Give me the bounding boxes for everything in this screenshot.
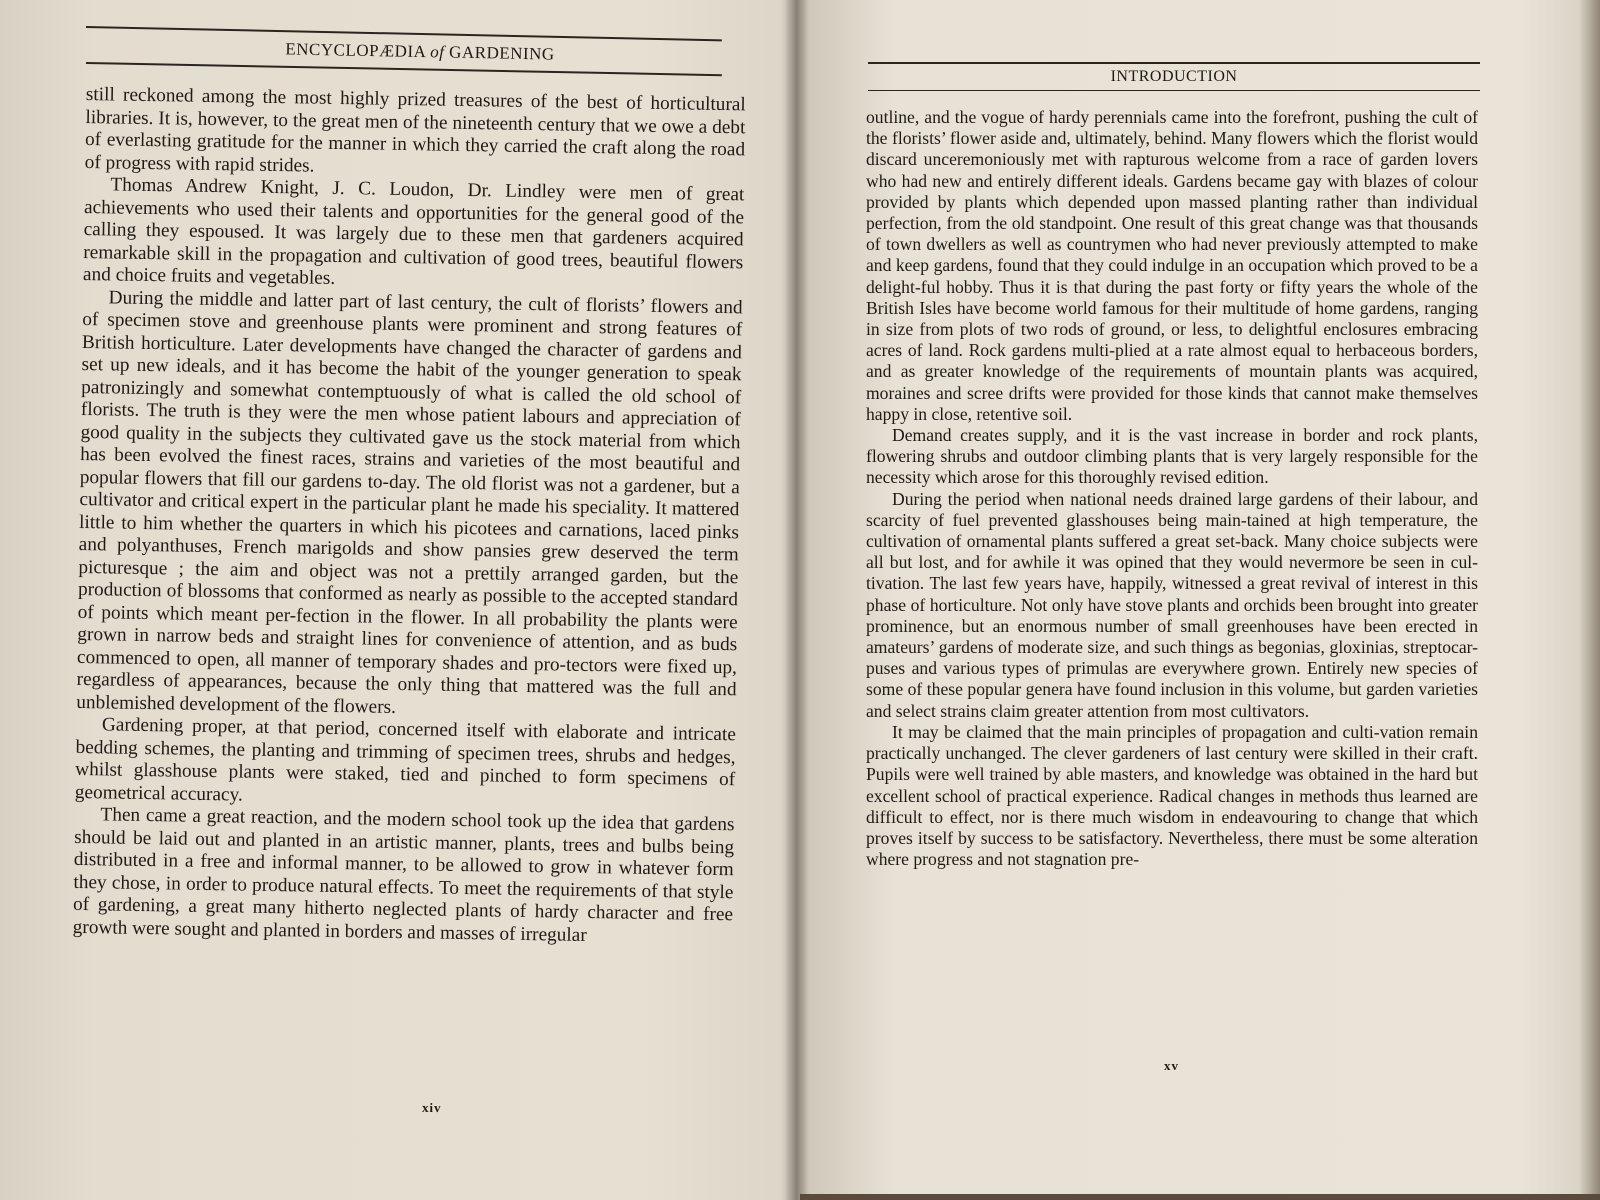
paragraph: Then came a great reaction, and the modern school took up the idea that gardens should be laid out and planted in an artistic manner, plants, trees and bulbs being distributed in a free and informal manner, to be allowed to grow in whatever form they chose, in order to produce natural effects. To meet the requirements of that style of gardening, a great many hitherto neglected plants of hardy character and free growth were sought and planted in borders and masses of irregular	[72, 804, 735, 946]
paragraph: Demand creates supply, and it is the vast increase in border and rock plants, flowering shrubs and outdoor climbing plants that is very largely responsible for the necessity which arose for this thoroughly revised edition.	[866, 425, 1478, 488]
left-page	[0, 0, 798, 1200]
running-head-part: ENCYCLOPÆDIA	[285, 39, 431, 62]
paragraph: It may be claimed that the main principles of propagation and culti-vation remain practically unchanged. The clever gardeners of last century were skilled in their craft. Pupils were well trained by able masters, and knowledge was obtained in the hard but excellent school of practical experience. Radical changes in methods thus learned are difficult to effect, nor is there much wisdom in endeavouring to change that which proves itself by success to be satisfactory. Nevertheless, there must be some alteration where progress and not stagnation pre-	[866, 721, 1478, 870]
paragraph: During the middle and latter part of last century, the cult of florists’ flowers and of specimen stove and greenhouse plants were prominent and strong features of British horticulture. Later developments have changed the character of gardens and set up new ideals, and it has become the habit of the younger generation to speak patronizingly and somewhat contemptuously of what is called the old school of florists. The truth is they were the men whose patient labours and appreciation of good quality in the subjects they cultivated gave us the stock material from which has been evolved the finest races, strains and varieties of the most beautiful and popular flowers that fill our gardens to-day. The old florist was not a gardener, but a cultivator and critical expert in the particular plant he made his speciality. It mattered little to him whether the quarters in which his picotees and carnations, laced pinks and polyanthuses, French marigolds and show pansies grew deserved the term picturesque ; the aim and object was not a prettily arranged garden, but the production of blossoms that conformed as nearly as possible to the accepted standard of points which meant per-fection in the flower. In all probability the plants were grown in narrow beds and straight lines for convenience of attention, and as buds commenced to open, all manner of temporary shades and pro-tectors were fixed up, regardless of appearances, because the only thing that mattered was the full and unblemished development of the flowers.	[76, 286, 743, 718]
running-head: INTRODUCTION	[1110, 68, 1238, 85]
body-text	[73, 84, 746, 949]
page-number: xiv	[421, 1099, 442, 1116]
paragraph: still reckoned among the most highly prized treasures of the best of horticultural libraries. It is, however, to the great men of the nineteenth century that we owe a debt of everlasting gratitude for the manner in which they carried the craft along the road of progress with rapid strides.	[84, 84, 746, 177]
table-surface	[800, 1194, 1600, 1200]
header-rule-bottom	[868, 90, 1480, 91]
right-page	[800, 0, 1580, 1200]
page-edge	[1580, 0, 1600, 1200]
running-head	[180, 37, 660, 66]
running-head-part: GARDENING	[444, 42, 555, 64]
paragraph: Gardening proper, at that period, concerned itself with elaborate and intricate bedding schemes, the planting and trimming of specimen trees, shrubs and hedges, whilst glasshouse plants were staked, tied and pinched to form specimens of geometrical accuracy.	[74, 714, 737, 806]
header-rule-top	[868, 62, 1480, 64]
body-text	[866, 107, 1478, 870]
running-head-italic: of	[429, 42, 445, 62]
page-number: xv	[1164, 1058, 1179, 1073]
paragraph: outline, and the vogue of hardy perennials came into the forefront, pushing the cult of the florists’ flower aside and, ultimately, behind. Many flowers which the florist would discard unceremoniously met with rapturous welcome from a race of garden lovers who had new and entirely different ideals. Gardens became gay with blazes of colour provided by plants which depended upon massed planting rather than individual perfection, from the old standpoint. One result of this great change was that thousands of town dwellers as well as countrymen who had never previously attempted to make and keep gardens, found that they could indulge in an occupation which proved to be a delight-ful hobby. Thus it is that during the past forty or fifty years the whole of the British Isles have become world famous for their multitude of home gardens, ranging in size from plots of two rods of ground, or less, to delightful enclosures embracing acres of land. Rock gardens multi-plied at a rate almost equal to herbaceous borders, and as greater knowledge of the requirements of mountain plants was acquired, moraines and scree drifts were provided for those kinds that cannot make themselves happy in close, retentive soil.	[866, 107, 1478, 424]
paragraph: Thomas Andrew Knight, J. C. Loudon, Dr. Lindley were men of great achievements who used their talents and opportunities for the general good of the calling they espoused. It was largely due to these men that gardeners acquired remarkable skill in the propagation and cultivation of good trees, beautiful flowers and choice fruits and vegetables.	[82, 174, 745, 289]
paragraph: During the period when national needs drained large gardens of their labour, and scarcity of fuel prevented glasshouses being main-tained at high temperature, the cultivation of ornamental plants suffered a great set-back. Many choice subjects were all but lost, and for awhile it was opined that they would nevermore be seen in cul-tivation. The last few years have, happily, witnessed a great revival of interest in this phase of horticulture. Not only have stove plants and orchids been brought into greater prominence, but an enormous number of small greenhouses have been erected in amateurs’ gardens of moderate size, and such things as begonias, gloxinias, streptocar-puses and various types of primulas are everywhere grown. Entirely new species of some of these popular genera have found inclusion in this volume, but garden varieties and select strains claim greater attention from most cultivators.	[866, 488, 1478, 721]
